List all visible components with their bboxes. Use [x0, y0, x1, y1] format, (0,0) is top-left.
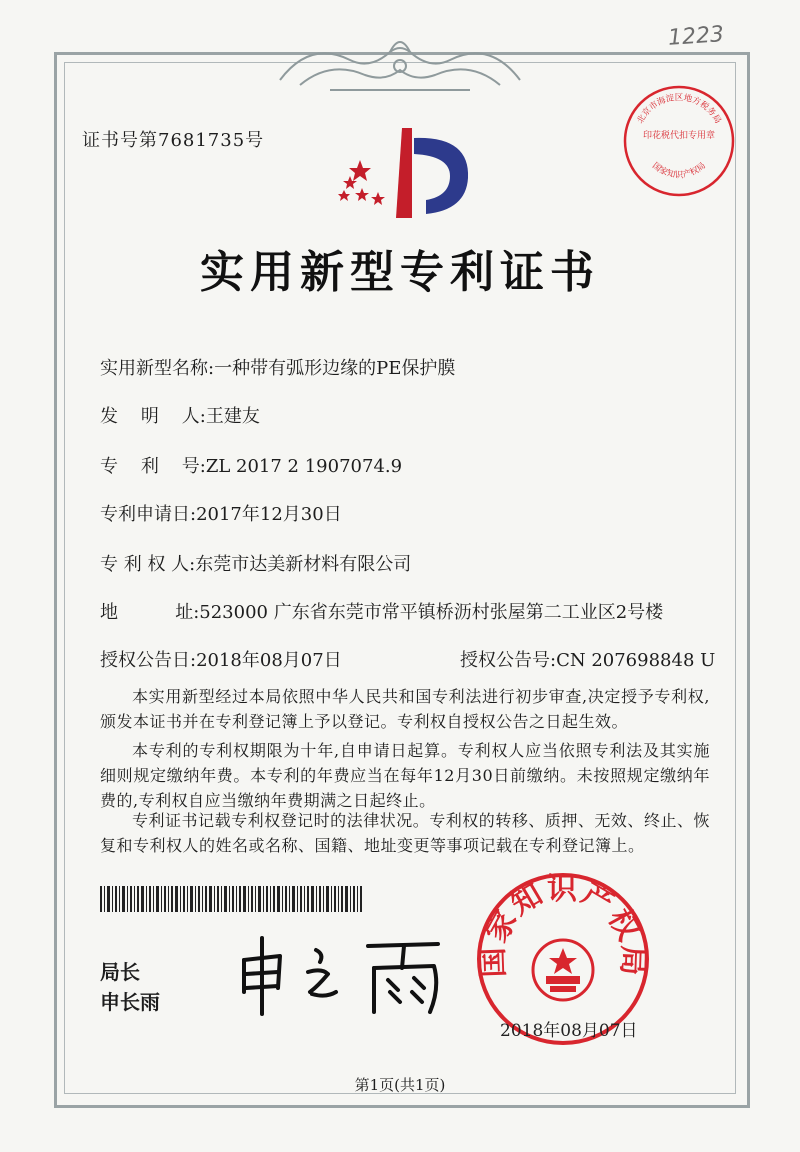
field-inventor-value: 王建友: [205, 406, 260, 427]
field-name-value: 一种带有弧形边缘的PE保护膜: [214, 358, 456, 379]
seal-arc-text: 国家知识产权局: [475, 872, 651, 979]
field-pub-no: [460, 646, 715, 672]
national-emblem-icon: [533, 940, 593, 1000]
certificate-number: 证书号第7681735号: [82, 130, 265, 151]
tax-stamp: [620, 82, 738, 200]
field-patent-no-label: 专 利 号:: [100, 456, 206, 477]
ornament-crest: [270, 30, 530, 100]
tax-stamp-arc-text: 北京市海淀区地方税务局: [635, 93, 723, 126]
field-filing-date-value: 2017年12月30日: [196, 504, 342, 525]
barcode: [100, 886, 362, 912]
director-title: 局长: [100, 960, 140, 984]
field-filing-date: [100, 500, 342, 526]
field-pub-date-value: 2018年08月07日: [196, 650, 342, 671]
field-pub-date: [100, 646, 342, 672]
field-inventor-label: 发 明 人:: [100, 406, 206, 427]
paragraph-1: 本实用新型经过本局依照中华人民共和国专利法进行初步审查,决定授予专利权,颁发本证书并在专利登记簿上予以登记。专利权自授权公告之日起生效。: [100, 687, 710, 731]
seal-date: 2018年08月07日: [500, 1021, 638, 1041]
field-patent-no-value: ZL 2017 2 1907074.9: [205, 456, 403, 477]
page-number: 第1页(共1页): [354, 1076, 446, 1094]
tax-stamp-inner-text: 印花税代扣专用章: [642, 131, 716, 141]
field-inventor: [100, 402, 260, 428]
field-address: [100, 598, 663, 624]
handwritten-signature: [232, 928, 462, 1018]
field-filing-date-label: 专利申请日:: [100, 504, 197, 525]
field-name: [100, 354, 455, 380]
page-title: 实用新型专利证书: [200, 247, 600, 298]
field-pub-no-value: CN 207698848 U: [556, 650, 716, 671]
field-patent-no: [100, 452, 402, 478]
paragraph-3: 专利证书记载专利权登记时的法律状况。专利权的转移、质押、无效、终止、恢复和专利权人的姓名或名称、国籍、地址变更等事项记载在专利登记簿上。: [100, 811, 710, 855]
handwritten-note: 1223: [667, 22, 725, 51]
tax-stamp-bottom-text: 国家知识产权局: [650, 160, 708, 181]
svg-text:国家知识产权局: [650, 161, 708, 180]
field-name-label: 实用新型名称:: [100, 358, 215, 379]
field-patentee-label: 专 利 权 人:: [100, 554, 196, 575]
field-address-value: 523000 广东省东莞市常平镇桥沥村张屋第二工业区2号楼: [199, 602, 664, 623]
field-address-label: 地 址:: [100, 602, 200, 623]
field-pub-date-label: 授权公告日:: [100, 650, 197, 671]
field-pub-no-label: 授权公告号:: [460, 650, 557, 671]
field-patentee-value: 东莞市达美新材料有限公司: [195, 554, 412, 575]
cnipa-logo: [330, 118, 480, 228]
field-patentee: [100, 550, 411, 576]
paragraph-2: 本专利的专利权期限为十年,自申请日起算。专利权人应当依照专利法及其实施细则规定缴纳年费。本专利的年费应当在每年12月30日前缴纳。未按照规定缴纳年费的,专利权自应当缴纳年费期满之日起终止。: [100, 741, 710, 810]
director-name: 申长雨: [100, 990, 160, 1014]
